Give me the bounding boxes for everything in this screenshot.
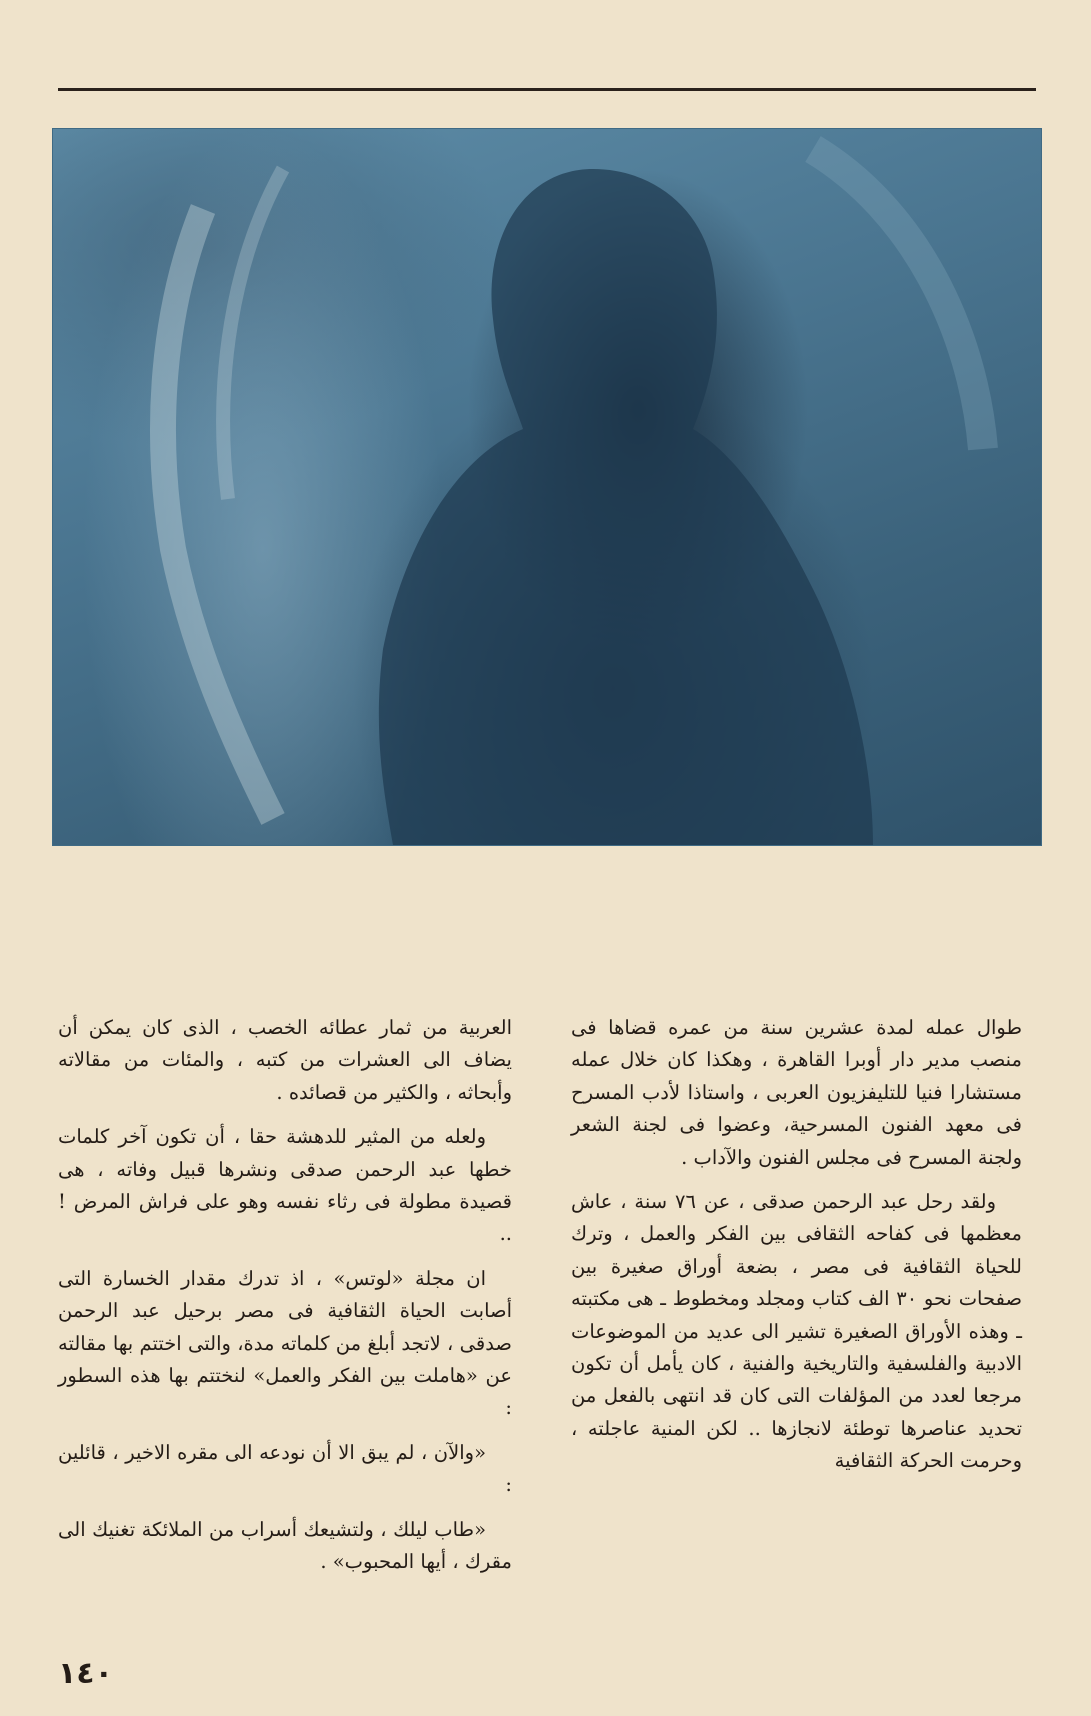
paragraph: «والآن ، لم يبق الا أن نودعه الى مقره الاخير ، قائلين : <box>58 1440 512 1497</box>
article-column-right <box>571 1012 1022 1490</box>
paragraph: «طاب ليلك ، ولتشيعك أسراب من الملائكة تغنيك الى مقرك ، أيها المحبوب» . <box>58 1517 512 1574</box>
paragraph: ولعله من المثير للدهشة حقا ، أن تكون آخر كلمات خطها عبد الرحمن صدقى ونشرها قبيل وفاته ، هى قصيدة مطولة فى رثاء نفسه وهو على فراش المرض ! .. <box>58 1125 512 1246</box>
page-number: ١٤٠ <box>58 1656 113 1691</box>
paragraph: العربية من ثمار عطائه الخصب ، الذى كان يمكن أن يضاف الى العشرات من كتبه ، والمئات من مقالاته وأبحاثه ، والكثير من قصائده . <box>58 1016 512 1104</box>
article-column-left <box>58 1012 512 1591</box>
paragraph: ان مجلة «لوتس» ، اذ تدرك مقدار الخسارة التى أصابت الحياة الثقافية فى مصر برحيل عبد الرحمن صدقى ، لاتجد أبلغ من كلماته مدة، والتى اختتم بها مقالته عن «هاملت بين الفكر والعمل» لنختتم بها هذه السطور : <box>58 1266 512 1420</box>
portrait-photo <box>52 128 1042 846</box>
paragraph: طوال عمله لمدة عشرين سنة من عمره قضاها فى منصب مدير دار أوبرا القاهرة ، وهكذا كان خلال عمله مستشارا فنيا للتليفزيون العربى ، واستاذا لأدب المسرح فى معهد الفنون المسرحية، وعضوا فى لجنة الشعر ولجنة المسرح فى مجلس الفنون والآداب . <box>571 1016 1022 1169</box>
paragraph: ولقد رحل عبد الرحمن صدقى ، عن ٧٦ سنة ، عاش معظمها فى كفاحه الثقافى بين الفكر والعمل ، وترك للحياة الثقافية فى مصر ، بضعة أوراق صغيرة بين صفحات نحو ٣٠ الف كتاب ومجلد ومخطوط ـ هى مكتبته ـ وهذه الأوراق الصغيرة تشير الى عديد من الموضوعات الادبية والفلسفية والتاريخية والفنية ، كان يأمل أن تكون مرجعا لعدد من المؤلفات التى كان قد انتهى بالفعل من تحديد عناصرها توطئة لانجازها .. لكن المنية عاجلته ، وحرمت الحركة الثقافية <box>571 1190 1022 1473</box>
top-rule <box>58 88 1036 91</box>
photo-figure-silhouette <box>53 129 1041 845</box>
